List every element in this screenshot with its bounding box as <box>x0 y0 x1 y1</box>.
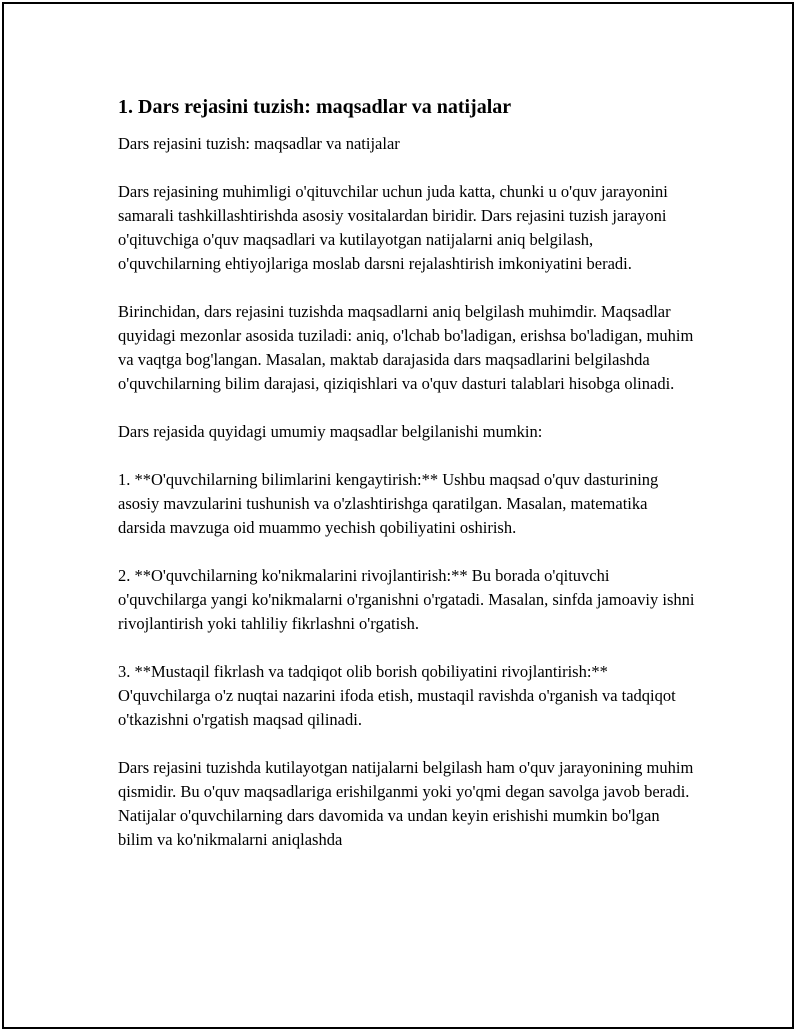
list-item-goal-1: 1. **O'quvchilarning bilimlarini kengaytirish:** Ushbu maqsad o'quv dasturining asosiy mavzularini tushunish va o'zlashtirishga qaratilgan. Masalan, matematika darsida mavzuga oid muammo yechish qobiliyatini oshirish. <box>118 470 659 537</box>
document-body <box>118 94 698 876</box>
paragraph-goals-criteria: Birinchidan, dars rejasini tuzishda maqsadlarni aniq belgilash muhimdir. Maqsadlar quyidagi mezonlar asosida tuziladi: aniq, o'lchab bo'ladigan, erishsa bo'ladigan, muhim va vaqtga bog'langan. Masalan, maktab darajasida dars maqsadlarini belgilashda o'quvchilarning bilim darajasi, qiziqishlari va o'quv dasturi talablari hisobga olinadi. <box>118 302 694 393</box>
list-item-goal-3: 3. **Mustaqil fikrlash va tadqiqot olib borish qobiliyatini rivojlantirish:** O'quvchilarga o'z nuqtai nazarini ifoda etish, mustaqil ravishda o'rganish va tadqiqot o'tkazishni o'rgatish maqsad qilinadi. <box>118 662 676 729</box>
paragraph-importance: Dars rejasining muhimligi o'qituvchilar uchun juda katta, chunki u o'quv jarayonini samarali tashkillashtirishda asosiy vositalardan biridir. Dars rejasini tuzish jarayoni o'qituvchiga o'quv maqsadlari va kutilayotgan natijalarni aniq belgilash, o'quvchilarning ehtiyojlariga moslab darsni rejalashtirish imkoniyatini beradi. <box>118 182 668 273</box>
paragraph-subtitle: Dars rejasini tuzish: maqsadlar va natijalar <box>118 134 400 153</box>
paragraph-goals-intro: Dars rejasida quyidagi umumiy maqsadlar belgilanishi mumkin: <box>118 422 543 441</box>
paragraph-outcomes: Dars rejasini tuzishda kutilayotgan natijalarni belgilash ham o'quv jarayonining muhim qismidir. Bu o'quv maqsadlariga erishilganmi yoki yo'qmi degan savolga javob beradi. Natijalar o'quvchilarning dars davomida va undan keyin erishishi mumkin bo'lgan bilim va ko'nikmalarni aniqlashda <box>118 758 694 849</box>
list-item-goal-2: 2. **O'quvchilarning ko'nikmalarini rivojlantirish:** Bu borada o'qituvchi o'quvchilarga yangi ko'nikmalarni o'rganishni o'rgatadi. Masalan, sinfda jamoaviy ishni rivojlantirish yoki tahliliy fikrlashni o'rgatish. <box>118 566 695 633</box>
section-heading: 1. Dars rejasini tuzish: maqsadlar va natijalar <box>118 96 512 118</box>
